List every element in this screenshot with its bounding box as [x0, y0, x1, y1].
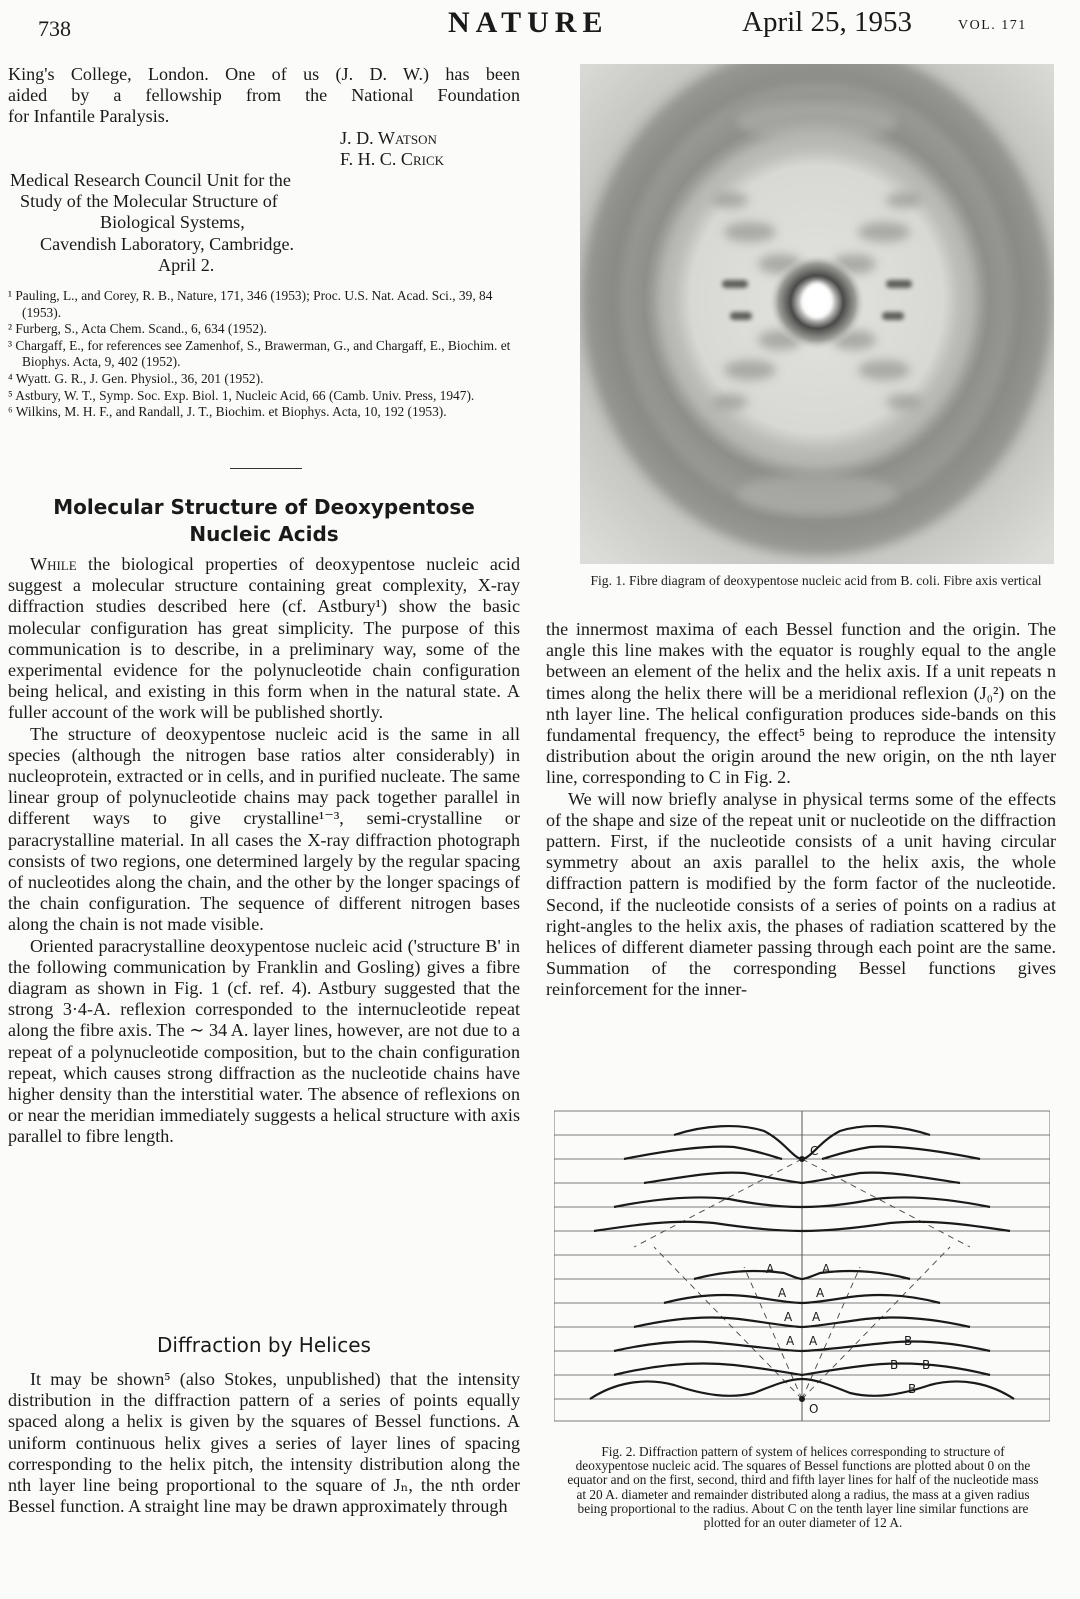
article-title	[8, 494, 520, 548]
label-a: A	[786, 1334, 795, 1348]
reference-item: ⁶ Wilkins, M. H. F., and Randall, J. T., Biochim. et Biophys. Acta, 10, 192 (1953).	[8, 404, 447, 420]
volume-label: VOL. 171	[958, 18, 1027, 33]
figure-1-diffraction-photo	[580, 64, 1054, 564]
article-body-right	[546, 619, 1056, 1001]
issue-date: April 25, 1953	[742, 6, 912, 38]
lead-word: While	[30, 554, 77, 574]
label-a: A	[809, 1334, 818, 1348]
text-line: for Infantile Paralysis.	[8, 106, 170, 127]
text-line: aided by a fellowship from the National Foundation	[8, 85, 520, 106]
label-a: A	[812, 1310, 821, 1324]
affiliation-line: Biological Systems,	[100, 212, 245, 233]
reference-item: ² Furberg, S., Acta Chem. Scand., 6, 634 (1952).	[8, 321, 267, 337]
reference-item: ¹ Pauling, L., and Corey, R. B., Nature, 171, 346 (1953); Proc. U.S. Nat. Acad. Sci., 39, 84 (1953).	[8, 288, 493, 320]
journal-title: NATURE	[448, 6, 609, 39]
affiliation-line: Medical Research Council Unit for the	[10, 170, 291, 191]
text-line: King's College, London. One of us (J. D. W.) has been	[8, 64, 520, 84]
figure-1-caption: Fig. 1. Fibre diagram of deoxypentose nucleic acid from B. coli. Fibre axis vertical	[590, 573, 1042, 588]
paragraph-text: the biological properties of deoxypentose nucleic acid suggest a molecular structure containing great complexity, X-ray diffraction studies described here (cf. Astbury¹) show the basic molecular configuration has great simplicity. The purpose of this communication is to describe, in a preliminary way, some of the experimental evidence for the polynucleotide chain configuration being helical, and existing in this form when in the natural state. A fuller account of the work will be published shortly.	[8, 554, 520, 723]
title-line: Molecular Structure of Deoxypentose	[53, 495, 475, 519]
label-b: B	[908, 1382, 917, 1396]
section-divider	[230, 468, 302, 469]
reference-item: ³ Chargaff, E., for references see Zamenhof, S., Brawerman, G., and Chargaff, E., Biochim. et Biophys. Acta, 9, 402 (1952).	[8, 337, 511, 370]
label-o: O	[809, 1402, 819, 1416]
article-body-left	[8, 554, 520, 1148]
paragraph: We will now briefly analyse in physical terms some of the effects of the shape and size of the repeat unit or nucleotide on the diffraction pattern. First, if the nucleotide consists of a unit having circular symmetry about an axis parallel to the helix axis, the whole diffraction pattern is modified by the form factor of the nucleotide. Second, if the nucleotide consists of a series of points on a radius at right-angles to the helix axis, the phases of radiation scattered by the helices of different diameter passing through each point are the same. Summation of the corresponding Bessel functions gives reinforcement for the inner-	[546, 788, 1056, 1000]
paragraph: the innermost maxima of each Bessel function and the origin. The angle this line makes with the equator is roughly equal to the angle between an element of the helix and the helix axis. If a unit repeats n times along the helix there will be a meridional reflexion (J₀²) on the nth layer line. The helical configuration produces side-bands on this fundamental frequency, the effect⁵ being to reproduce the intensity distribution about the origin around the new origin, on the nth layer line, corresponding to C in Fig. 2.	[546, 619, 1056, 788]
affiliation-line: Cavendish Laboratory, Cambridge.	[40, 233, 295, 254]
label-b: B	[890, 1358, 899, 1372]
paragraph	[8, 554, 520, 724]
paragraph: The structure of deoxypentose nucleic acid is the same in all species (although the nitrogen base ratios alter considerably) in nucleoprotein, extracted or in cells, and in purified nucleate. The same linear group of polynucleotide chains may pack together parallel in different ways to give crystalline¹⁻³, semi-crystalline or paracrystalline material. In all cases the X-ray diffraction photograph consists of two regions, one determined largely by the regular spacing of nucleotides along the chain, and the other by the longer spacings of the chain configuration. The sequence of different nitrogen bases along the chain is not made visible.	[8, 723, 520, 935]
label-a: A	[766, 1262, 775, 1276]
label-a: A	[784, 1310, 793, 1324]
section-heading: Diffraction by Helices	[157, 1333, 371, 1357]
title-line: Nucleic Acids	[189, 522, 339, 546]
figure-2-bessel-diagram	[554, 1107, 1050, 1422]
figure-2-caption: Fig. 2. Diffraction pattern of system of helices corresponding to structure of deoxypentose nucleic acid. The squares of Bessel functions are plotted about 0 on the equator and on the first, second, third and fifth layer lines for half of the nucleotide mass at 20 A. diameter and remainder distributed along a radius, the mass at a given radius being proportional to the radius. About C on the tenth layer line similar functions are plotted for an outer diameter of 12 A.	[567, 1444, 1039, 1531]
bessel-diagram	[554, 1107, 1050, 1422]
label-c: C	[810, 1144, 819, 1158]
author-name: F. H. C. Crick	[340, 148, 445, 169]
dateline: April 2.	[158, 254, 215, 275]
reference-item: ⁵ Astbury, W. T., Symp. Soc. Exp. Biol. 1, Nucleic Acid, 66 (Camb. Univ. Press, 1947).	[8, 387, 475, 403]
label-b: B	[904, 1334, 913, 1348]
article-body-left-lower	[8, 1369, 520, 1517]
label-b: B	[922, 1358, 931, 1372]
label-a: A	[778, 1286, 787, 1300]
label-a: A	[816, 1286, 825, 1300]
page-number: 738	[38, 16, 71, 41]
author-name: J. D. Watson	[340, 127, 437, 148]
affiliation-line: Study of the Molecular Structure of	[20, 191, 278, 212]
diffraction-image	[580, 64, 1054, 564]
paragraph: Oriented paracrystalline deoxypentose nucleic acid ('structure B' in the following communication by Franklin and Gosling) gives a fibre diagram as shown in Fig. 1 (cf. ref. 4). Astbury suggested that the strong 3·4-A. reflexion corresponded to the internucleotide repeat along the fibre axis. The ∼ 34 A. layer lines, however, are not due to a repeat of a polynucleotide composition, but to the chain configuration repeat, which causes strong diffraction as the nucleotide chains have higher density than the interstitial water. The absence of reflexions on or near the meridian immediately suggests a helical structure with axis parallel to fibre length.	[8, 935, 520, 1147]
label-a: A	[822, 1262, 831, 1276]
previous-article-end	[8, 64, 520, 276]
reference-item: ⁴ Wyatt. G. R., J. Gen. Physiol., 36, 201 (1952).	[8, 370, 264, 386]
reference-list	[8, 288, 520, 421]
paragraph: It may be shown⁵ (also Stokes, unpublished) that the intensity distribution in the diffraction pattern of a series of points equally spaced along a helix is given by the squares of Bessel functions. A uniform continuous helix gives a series of layer lines of spacing corresponding to the helix pitch, the intensity distribution along the nth layer line being proportional to the square of Jₙ, the nth order Bessel function. A straight line may be drawn approximately through	[8, 1369, 520, 1517]
